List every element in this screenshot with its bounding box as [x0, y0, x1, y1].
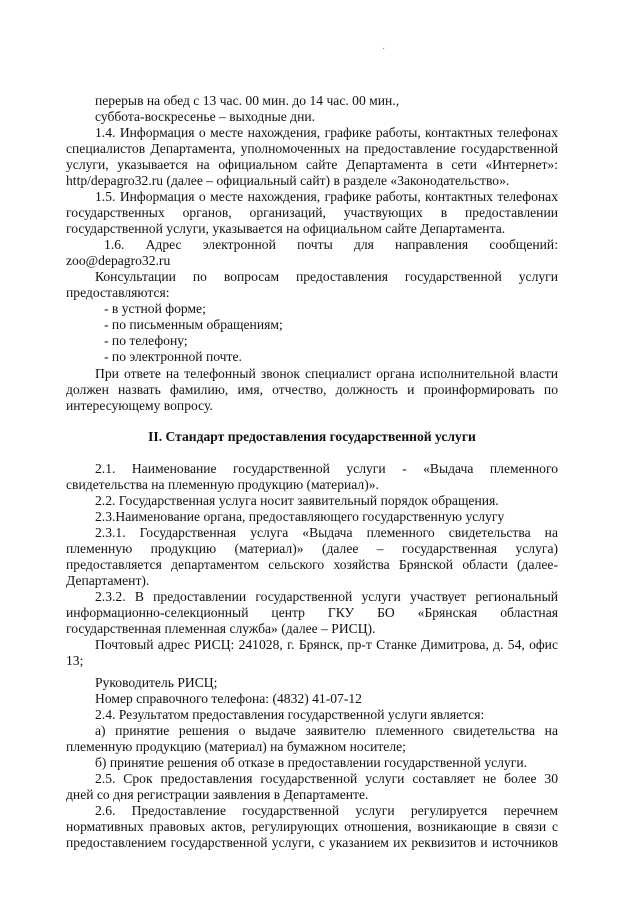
list-item: - в устной форме;: [104, 301, 206, 316]
text-line: Номер справочного телефона: (4832) 41-07-12: [95, 691, 362, 706]
text-line: 2.3.2. В предоставлении государственной услуги участвует региональный: [95, 589, 558, 604]
text-line: 2.3.Наименование органа, предоставляющего государственную услугу: [95, 509, 505, 524]
list-item: - по письменным обращениям;: [104, 317, 283, 332]
text-line: 1.6. Адрес электронной почты для направления сообщений:: [104, 237, 558, 252]
text-line: а) принятие решения о выдаче заявителю племенного свидетельства на: [95, 723, 558, 738]
text-line: должен назвать фамилию, имя, отчество, должность и проинформировать по: [66, 382, 558, 397]
text-line: дней со дня регистрации заявления в Департаменте.: [66, 787, 369, 802]
text-line: Руководитель РИСЦ;: [95, 675, 218, 690]
email-line: zoo@depagro32.ru: [66, 253, 171, 268]
text-line: 2.4. Результатом предоставления государственной услуги является:: [95, 707, 485, 722]
section-heading: II. Стандарт предоставления государственной услуги: [148, 429, 476, 444]
text-line: свидетельства на племенную продукцию (материал)».: [66, 477, 379, 492]
text-line: б) принятие решения об отказе в предоставлении государственной услуги.: [95, 755, 527, 770]
text-line: Почтовый адрес РИСЦ: 241028, г. Брянск, пр-т Станке Димитрова, д. 54, офис: [95, 637, 558, 652]
text-line: 1.4. Информация о месте нахождения, графике работы, контактных телефонах: [95, 125, 558, 140]
text-line: 2.3.1. Государственная услуга «Выдача племенного свидетельства на: [95, 525, 558, 540]
text-line: племенную продукцию (материал)» (далее – государственная услуга): [66, 541, 558, 556]
text-line: перерыв на обед с 13 час. 00 мин. до 14 час. 00 мин.,: [95, 93, 400, 108]
text-line: информационно-селекционный центр ГКУ БО «Брянская областная: [66, 605, 558, 620]
text-line: 2.6. Предоставление государственной услуги регулируется перечнем: [95, 803, 558, 818]
text-line: Департамент).: [66, 573, 150, 588]
text-line: государственная племенная служба» (далее – РИСЦ).: [66, 621, 376, 636]
text-line: http/depagro32.ru (далее – официальный сайт) в разделе «Законодательство».: [66, 173, 510, 188]
text-line: государственных органов, организаций, участвующих в предоставлении: [66, 205, 558, 220]
text-line: 2.2. Государственная услуга носит заявительный порядок обращения.: [95, 493, 499, 508]
list-item: - по телефону;: [104, 333, 188, 348]
text-line: 1.5. Информация о месте нахождения, графике работы, контактных телефонах: [95, 189, 558, 204]
text-line: государственной услуги, указывается на официальном сайте Департамента.: [66, 221, 506, 236]
text-line: интересующему вопросу.: [66, 398, 213, 413]
text-line: Консультации по вопросам предоставления государственной услуги: [95, 269, 558, 284]
top-mark: ·: [382, 44, 386, 55]
text-line: услуги, указывается на официальном сайте Департамента в сети «Интернет»:: [66, 157, 558, 172]
list-item: - по электронной почте.: [104, 349, 242, 364]
text-line: 13;: [66, 653, 84, 668]
text-line: нормативных правовых актов, регулирующих отношения, возникающие в связи с: [66, 819, 558, 834]
text-line: предоставляются:: [66, 285, 170, 300]
text-line: 2.5. Срок предоставления государственной услуги составляет не более 30: [95, 771, 558, 786]
text-line: 2.1. Наименование государственной услуги - «Выдача племенного: [95, 461, 558, 476]
text-line: предоставляется департаментом сельского хозяйства Брянской области (далее-: [66, 557, 558, 572]
text-line: суббота-воскресенье – выходные дни.: [95, 109, 316, 124]
text-line: При ответе на телефонный звонок специалист органа исполнительной власти: [95, 366, 558, 381]
text-line: предоставлением государственной услуги, с указанием их реквизитов и источников: [66, 835, 558, 850]
text-line: племенную продукцию (материал) на бумажном носителе;: [66, 739, 406, 754]
text-line: специалистов Департамента, уполномоченных на предоставление государственной: [66, 141, 558, 156]
